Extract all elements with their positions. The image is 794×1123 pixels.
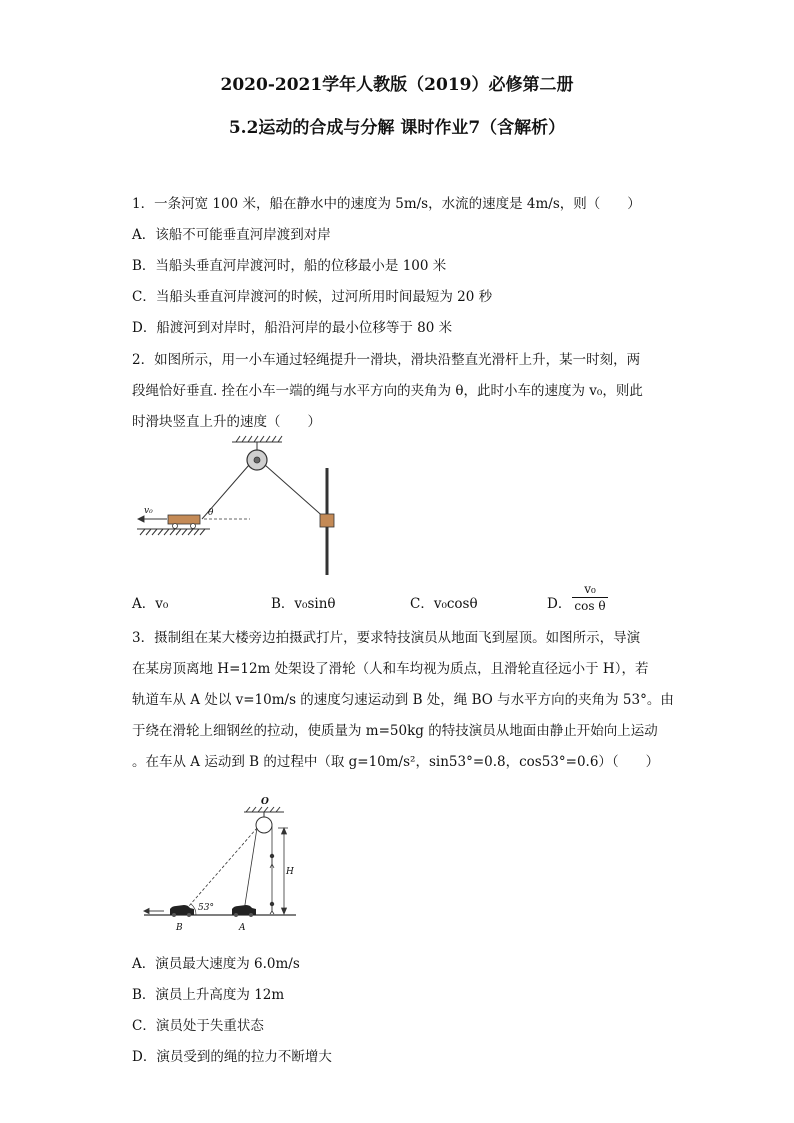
label-O: O <box>261 797 269 807</box>
cart <box>168 515 200 529</box>
v0-label: v₀ <box>144 506 153 516</box>
q3-option-c: C．演员处于失重状态 <box>132 1018 264 1034</box>
q3-option-d: D．演员受到的绳的拉力不断增大 <box>132 1049 332 1065</box>
q1-option-b: B．当船头垂直河岸渡河时，船的位移最小是 100 米 <box>132 258 447 274</box>
page-title-line1: 2020-2021学年人教版（2019）必修第二册 <box>220 75 574 95</box>
velocity-arrow <box>144 909 164 914</box>
q3-option-b: B．演员上升高度为 12m <box>132 987 285 1003</box>
slider-block <box>320 514 334 527</box>
fraction-denominator: cos θ <box>574 599 606 613</box>
label-B: B <box>176 923 183 933</box>
pulley <box>247 450 267 470</box>
actor-ground <box>270 902 274 914</box>
q3-stem-line4: 于绕在滑轮上细钢丝的拉动，使质量为 m=50kg 的特技演员从地面由静止开始向上运动 <box>132 723 658 739</box>
q3-stem-line5: 。在车从 A 运动到 B 的过程中（取 g=10m/s²，sin53°=0.8，cos53°=0.6）（ ） <box>132 754 660 770</box>
label-angle: 53° <box>198 903 214 913</box>
theta-label: θ <box>208 508 214 518</box>
label-H: H <box>286 867 294 877</box>
q2-option-a: A．v₀ <box>132 596 169 612</box>
q2-stem-line2: 段绳恰好垂直. 拴在小车一端的绳与水平方向的夹角为 θ，此时小车的速度为 v₀，则此 <box>132 383 643 399</box>
q2-option-c: C．v₀cosθ <box>410 596 478 612</box>
q1-option-c: C．当船头垂直河岸渡河的时候，过河所用时间最短为 20 秒 <box>132 289 493 305</box>
q3-stem-line1: 3．摄制组在某大楼旁边拍摄武打片，要求特技演员从地面飞到屋顶。如图所示，导演 <box>132 630 641 646</box>
pulley <box>256 817 272 833</box>
label-A: A <box>239 923 246 933</box>
roof-ceiling <box>244 807 284 812</box>
fraction-numerator: v₀ <box>572 582 608 598</box>
q3-stem-line3: 轨道车从 A 处以 v=10m/s 的速度匀速运动到 B 处，绳 BO 与水平方向的夹角为 53°。由 <box>132 692 674 708</box>
q1-stem: 1．一条河宽 100 米，船在静水中的速度为 5m/s，水流的速度是 4m/s，则（ ） <box>132 196 641 212</box>
ground <box>137 529 210 535</box>
q2-option-b: B．v₀sinθ <box>271 596 336 612</box>
q1-option-a: A．该船不可能垂直河岸渡到对岸 <box>132 227 331 243</box>
q2-stem-line3: 时滑块竖直上升的速度（ ） <box>132 414 321 430</box>
q2-stem-line1: 2．如图所示，用一小车通过轻绳提升一滑块，滑块沿整直光滑杆上升，某一时刻，两 <box>132 352 641 368</box>
velocity-arrow <box>138 516 167 522</box>
page-title-line2: 5.2运动的合成与分解 课时作业7（含解析） <box>228 118 566 138</box>
q3-stem-line2: 在某房顶离地 H=12m 处架设了滑轮（人和车均视为质点，且滑轮直径远小于 H），若 <box>132 661 649 677</box>
q2-figure <box>132 432 352 580</box>
q3-figure <box>136 790 306 940</box>
q2-option-d-fraction <box>572 582 608 613</box>
q1-option-d: D．船渡河到对岸时，船沿河岸的最小位移等于 80 米 <box>132 320 453 336</box>
q2-option-d-prefix: D． <box>547 596 572 612</box>
rope-to-slider <box>265 465 327 520</box>
q3-option-a: A．演员最大速度为 6.0m/s <box>132 956 300 972</box>
